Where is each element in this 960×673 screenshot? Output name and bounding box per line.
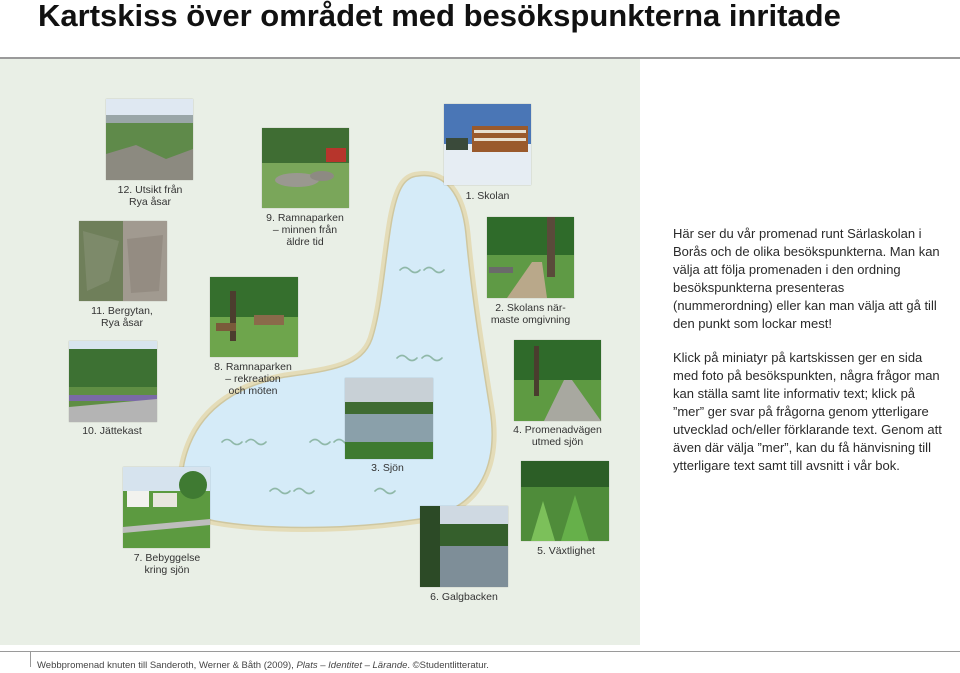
caption-point-4	[505, 424, 610, 448]
description-paragraph-1: Här ser du vår promenad runt Särlaskolan i Borås och de olika besökspunkterna. Man kan välja att följa promenaden i den ordning besökspunkterna presenteras (nummerordning) eller kan man välja att gå till den punkt som lockar mest!	[673, 226, 940, 331]
caption-line: 12. Utsikt från	[117, 184, 183, 196]
caption-line: – minnen från	[272, 224, 338, 236]
caption-point-8	[203, 361, 303, 397]
photo-park-recreation	[210, 277, 298, 357]
caption-line: maste omgivning	[490, 314, 571, 326]
caption-point-9	[255, 212, 355, 248]
footer-divider	[0, 651, 960, 652]
caption-line: 5. Växtlighet	[537, 545, 595, 557]
caption-point-6	[414, 591, 514, 603]
footer-book-title: Plats – Identitet – Lärande	[296, 660, 408, 671]
caption-line: 1. Skolan	[465, 190, 510, 202]
photo-gallows-hill-lake	[420, 506, 508, 587]
caption-point-10	[72, 425, 152, 437]
thumb-1-skolan[interactable]	[444, 104, 531, 185]
caption-line: 8. Ramnaparken	[214, 361, 292, 373]
photo-stones-park	[262, 128, 349, 208]
photo-vegetation	[521, 461, 609, 541]
caption-line: – rekreation	[225, 373, 281, 385]
thumb-3-sjon[interactable]	[345, 378, 433, 459]
photo-rock-surface	[79, 221, 167, 301]
caption-point-7	[117, 552, 217, 576]
caption-line: 10. Jättekast	[82, 425, 142, 437]
caption-line: 7. Bebyggelse	[133, 552, 201, 564]
photo-lake	[345, 378, 433, 459]
photo-giant-boulder	[69, 341, 157, 422]
footer-credit	[37, 660, 489, 671]
caption-line: utmed sjön	[531, 436, 584, 448]
caption-line: och möten	[228, 385, 278, 397]
caption-line: äldre tid	[286, 236, 324, 248]
caption-point-1	[460, 190, 515, 202]
caption-point-11	[72, 305, 172, 329]
thumb-7-bebyggelse[interactable]	[123, 467, 210, 548]
caption-line: kring sjön	[144, 564, 190, 576]
thumb-6-galgbacken[interactable]	[420, 506, 508, 587]
photo-view-from-rya	[106, 99, 193, 180]
footer-prefix: Webbpromenad knuten till Sanderoth, Werner & Båth (2009),	[37, 660, 297, 671]
footer-suffix: . ©Studentlitteratur.	[407, 660, 489, 671]
caption-line: 6. Galgbacken	[430, 591, 498, 603]
caption-point-5	[521, 545, 611, 557]
footer-tick	[30, 651, 31, 667]
caption-line: 9. Ramnaparken	[266, 212, 344, 224]
thumb-2-skolans-omgivning[interactable]	[487, 217, 574, 298]
photo-school	[444, 104, 531, 185]
caption-line: 3. Sjön	[371, 462, 404, 474]
photo-walking-path	[514, 340, 601, 421]
thumb-12-utsikt[interactable]	[106, 99, 193, 180]
description-paragraph-2: Klick på miniatyr på kartskissen ger en sida med foto på besökspunkten, några frågor man kan ställa samt lite informativ text; klick på ”mer” ger svar på frågorna genom ytterligare utvecklad och/eller förklarande text. Genom att även där välja ”mer”, kan du få hänvisning till ytterligare text samt till avsnitt i vår bok.	[673, 350, 942, 473]
caption-point-12	[100, 184, 200, 208]
caption-line: 2. Skolans när-	[495, 302, 566, 314]
thumb-8-ramnaparken-rekreation[interactable]	[210, 277, 298, 357]
thumb-11-bergytan[interactable]	[79, 221, 167, 301]
caption-line: Rya åsar	[128, 196, 171, 208]
thumb-10-jattekast[interactable]	[69, 341, 157, 422]
caption-point-3	[355, 462, 420, 474]
thumb-5-vaxtlighet[interactable]	[521, 461, 609, 541]
thumb-4-promenadvagen[interactable]	[514, 340, 601, 421]
page-title: Kartskiss över området med besökspunkterna inritade	[38, 0, 841, 33]
photo-school-surroundings	[487, 217, 574, 298]
caption-line: 11. Bergytan,	[91, 305, 153, 317]
photo-houses	[123, 467, 210, 548]
description	[673, 225, 943, 491]
caption-line: Rya åsar	[100, 317, 143, 329]
caption-line: 4. Promenadvägen	[513, 424, 602, 436]
caption-point-2	[478, 302, 583, 326]
thumb-9-ramnaparken-minnen[interactable]	[262, 128, 349, 208]
